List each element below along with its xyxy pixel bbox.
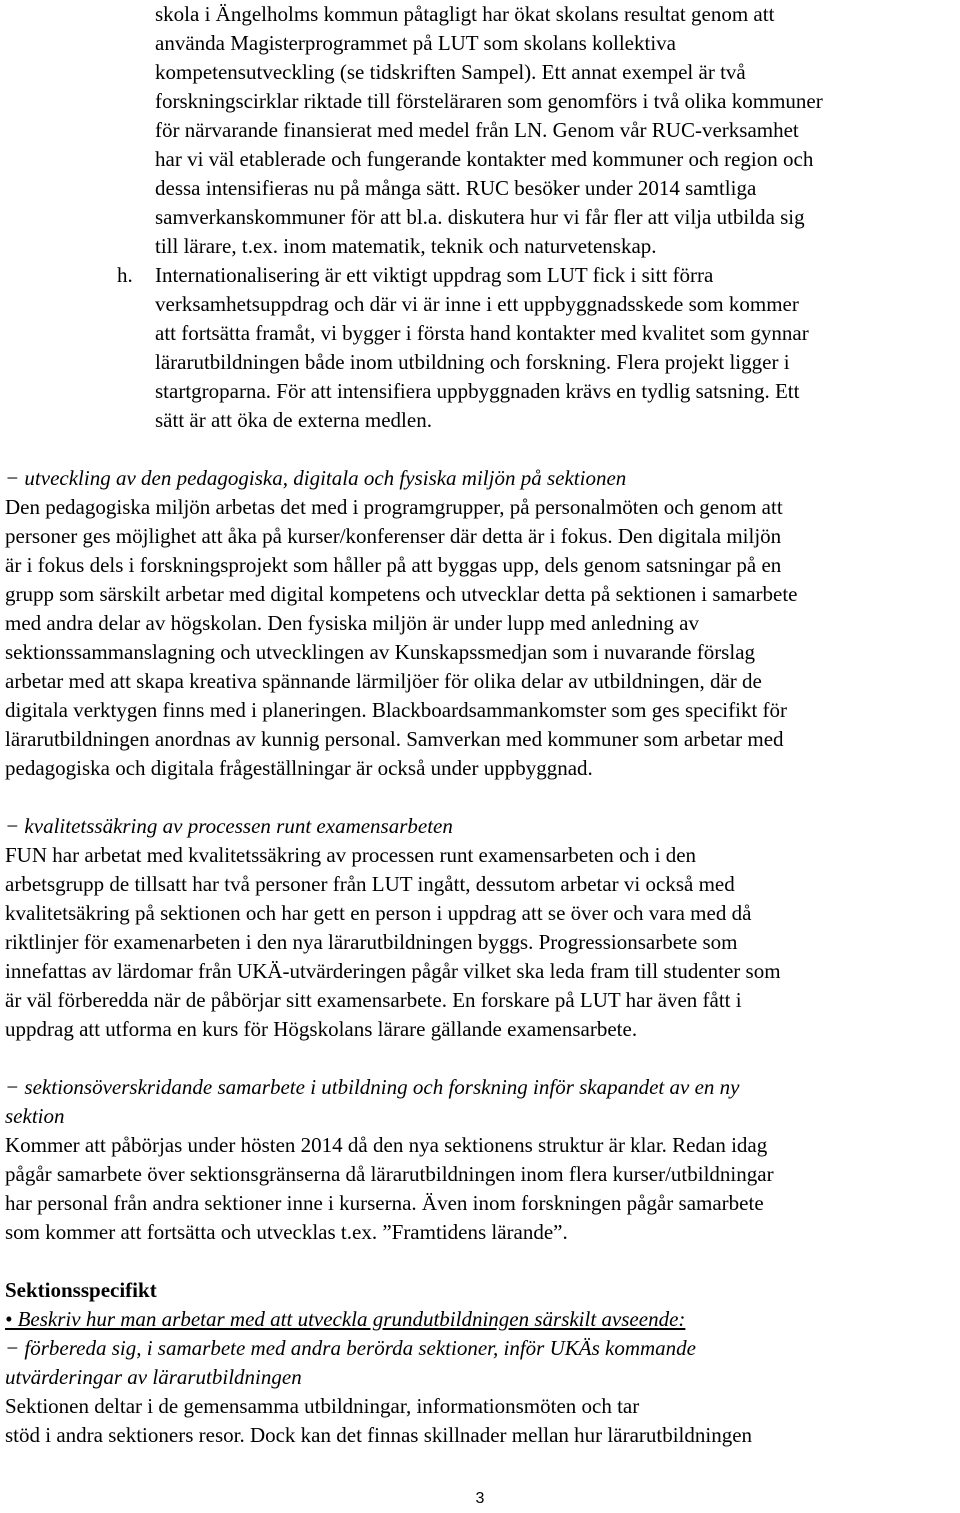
text-line: Sektionen deltar i de gemensamma utbildningar, informationsmöten och tar [5, 1394, 640, 1418]
page-number: 3 [475, 1490, 485, 1507]
text-line: arbetar med att skapa kreativa spännande lärmiljöer för olika delar av utbildningen, där de [5, 669, 762, 693]
text-line: kvalitetsäkring på sektionen och har gett en person i uppdrag att se över och vara med då [5, 901, 752, 925]
text-line: grupp som särskilt arbetar med digital kompetens och utvecklar detta på sektionen i samarbete [5, 582, 798, 606]
text-line: lärarutbildningen anordnas av kunnig personal. Samverkan med kommuner som arbetar med [5, 727, 784, 751]
text-line: Kommer att påbörjas under hösten 2014 då den nya sektionens struktur är klar. Redan idag [5, 1133, 768, 1157]
text-line: verksamhetsuppdrag och där vi är inne i ett uppbyggnadsskede som kommer [155, 292, 799, 316]
text-line: FUN har arbetat med kvalitetssäkring av processen runt examensarbeten och i den [5, 843, 697, 867]
text-line: har vi väl etablerade och fungerande kontakter med kommuner och region och [155, 147, 814, 171]
text-line: Internationalisering är ett viktigt uppdrag som LUT fick i sitt förra [155, 263, 714, 287]
text-line: personer ges möjlighet att åka på kurser/konferenser där detta är i fokus. Den digitala miljön [5, 524, 782, 548]
text-line: uppdrag att utforma en kurs för Högskolans lärare gällande examensarbete. [5, 1017, 638, 1041]
sub-heading: − förbereda sig, i samarbete med andra berörda sektioner, inför UKÄs kommande [5, 1336, 696, 1360]
text-line: digitala verktygen finns med i planeringen. Blackboardsammankomster som ges specifikt för [5, 698, 788, 722]
sub-heading: utvärderingar av lärarutbildningen [5, 1365, 302, 1389]
text-line: pedagogiska och digitala frågeställningar är också under uppbyggnad. [5, 756, 593, 780]
section-heading: − sektionsöverskridande samarbete i utbildning och forskning inför skapandet av en ny [5, 1075, 740, 1099]
text-line: kompetensutveckling (se tidskriften Sampel). Ett annat exempel är två [155, 60, 746, 84]
section-heading: − kvalitetssäkring av processen runt examensarbeten [5, 814, 453, 838]
bullet-item: • Beskriv hur man arbetar med att utveckla grundutbildningen särskilt avseende: [5, 1307, 686, 1331]
text-line: för närvarande finansierat med medel från LN. Genom vår RUC-verksamhet [155, 118, 799, 142]
text-line: dessa intensifieras nu på många sätt. RUC besöker under 2014 samtliga [155, 176, 757, 200]
text-line: riktlinjer för examenarbeten i den nya lärarutbildningen byggs. Progressionsarbete som [5, 930, 738, 954]
list-marker-h: h. [117, 263, 133, 287]
text-line: har personal från andra sektioner inne i kurserna. Även inom forskningen pågår samarbete [5, 1191, 764, 1215]
text-line: är väl förberedda när de påbörjar sitt examensarbete. En forskare på LUT har även fått i [5, 988, 742, 1012]
text-line: med andra delar av högskolan. Den fysiska miljön är under lupp med anledning av [5, 611, 699, 635]
text-line: innefattas av lärdomar från UKÄ-utvärderingen pågår vilket ska leda fram till studenter som [5, 959, 781, 983]
text-line: lärarutbildningen både inom utbildning och forskning. Flera projekt ligger i [155, 350, 790, 374]
text-line: sätt är att öka de externa medlen. [155, 408, 432, 432]
text-line: stöd i andra sektioners resor. Dock kan det finnas skillnader mellan hur lärarutbildningen [5, 1423, 753, 1447]
text-line: startgroparna. För att intensifiera uppbyggnaden krävs en tydlig satsning. Ett [155, 379, 800, 403]
text-line: Den pedagogiska miljön arbetas det med i programgrupper, på personalmöten och genom att [5, 495, 783, 519]
text-line: som kommer att fortsätta och utvecklas t.ex. ”Framtidens lärande”. [5, 1220, 568, 1244]
text-line: pågår samarbete över sektionsgränserna då lärarutbildningen inom flera kurser/utbildningar [5, 1162, 774, 1186]
section-heading: − utveckling av den pedagogiska, digitala och fysiska miljön på sektionen [5, 466, 627, 490]
text-line: använda Magisterprogrammet på LUT som skolans kollektiva [155, 31, 676, 55]
text-line: samverkanskommuner för att bl.a. diskutera hur vi får fler att vilja utbilda sig [155, 205, 805, 229]
text-line: arbetsgrupp de tillsatt har två personer från LUT ingått, dessutom arbetar vi också med [5, 872, 735, 896]
section-title: Sektionsspecifikt [5, 1278, 157, 1302]
text-line: forskningscirklar riktade till försteläraren som genomförs i två olika kommuner [155, 89, 823, 113]
text-line: skola i Ängelholms kommun påtagligt har ökat skolans resultat genom att [155, 2, 775, 26]
text-line: till lärare, t.ex. inom matematik, teknik och naturvetenskap. [155, 234, 657, 258]
text-line: att fortsätta framåt, vi bygger i första hand kontakter med kvalitet som gynnar [155, 321, 809, 345]
section-heading: sektion [5, 1104, 65, 1128]
text-line: är i fokus dels i forskningsprojekt som håller på att byggas upp, dels genom satsningar på en [5, 553, 782, 577]
text-line: sektionssammanslagning och utvecklingen av Kunskapssmedjan som i nuvarande förslag [5, 640, 756, 664]
